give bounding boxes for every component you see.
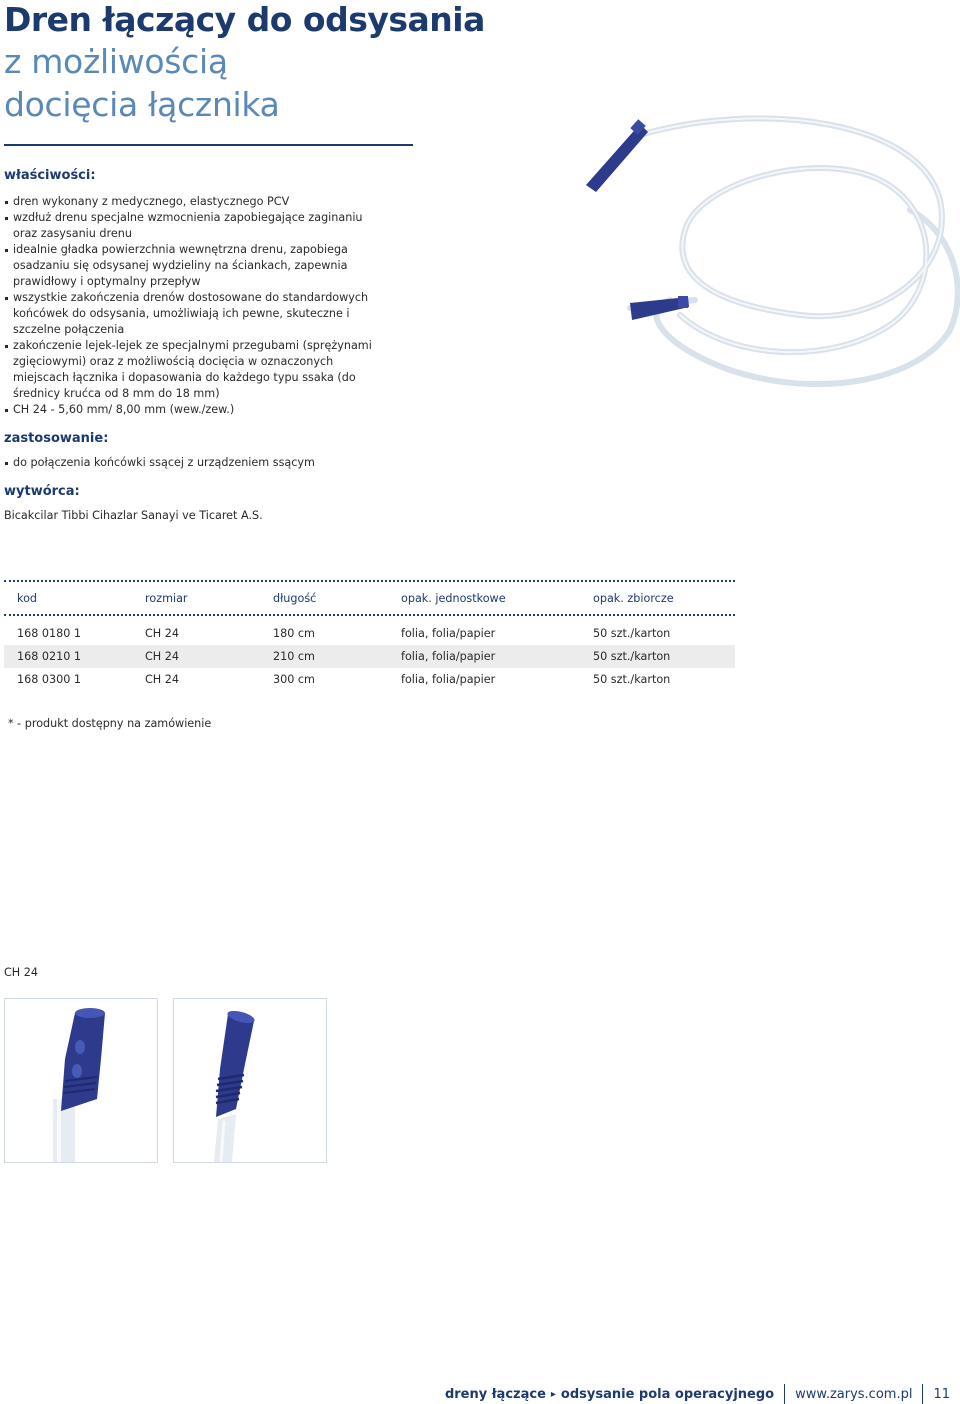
cell-bulk-pack: 50 szt./karton [593, 673, 671, 686]
list-item: CH 24 - 5,60 mm/ 8,00 mm (wew./zew.) [4, 402, 376, 418]
cell-code: 168 0210 1 [17, 650, 82, 663]
application-list [4, 455, 444, 471]
title-underline [4, 144, 413, 146]
page-subtitle-line-1: z możliwością [4, 42, 228, 81]
manufacturer-heading: wytwórca: [4, 484, 80, 499]
cell-bulk-pack: 50 szt./karton [593, 650, 671, 663]
footer-subcategory: odsysanie pola operacyjnego [560, 1386, 775, 1402]
cell-code: 168 0300 1 [17, 673, 82, 686]
product-photo-tube [500, 110, 960, 430]
manufacturer-name: Bicakcilar Tibbi Cihazlar Sanayi ve Ticaret A.S. [4, 509, 263, 522]
footnote: * - produkt dostępny na zamówienie [8, 717, 212, 730]
page-title: Dren łączący do odsysania [4, 0, 485, 39]
footer-category: dreny łączące [444, 1386, 546, 1402]
cell-length: 300 cm [273, 673, 315, 686]
column-header-unit-pack: opak. jednostkowe [401, 591, 506, 605]
list-item: dren wykonany z medycznego, elastycznego PCV [4, 194, 376, 210]
column-header-code: kod [17, 591, 38, 605]
cell-size: CH 24 [145, 673, 180, 686]
column-header-bulk-pack: opak. zbiorcze [593, 591, 674, 605]
footer-url[interactable]: www.zarys.com.pl [795, 1386, 913, 1402]
page-subtitle-line-2: docięcia łącznika [4, 85, 280, 124]
cell-bulk-pack: 50 szt./karton [593, 627, 671, 640]
detail-photo-straight [4, 998, 158, 1163]
table-row [4, 668, 735, 691]
column-header-size: rozmiar [145, 591, 188, 605]
list-item: wzdłuż drenu specjalne wzmocnienia zapobiegające zaginaniu oraz zasysaniu drenu [4, 210, 376, 242]
cell-code: 168 0180 1 [17, 627, 82, 640]
cell-length: 180 cm [273, 627, 315, 640]
detail-label: CH 24 [4, 966, 39, 979]
page-number: 11 [933, 1386, 950, 1402]
top-connector-icon [586, 119, 648, 192]
list-item: zakończenie lejek-lejek ze specjalnymi przegubami (sprężynami zgięciowymi) oraz z możliwością docięcia w oznaczonych miejscach łącznika i dopasowania do każdego typu ssaka (do średnicy krućca od 8 mm do 18 mm) [4, 338, 376, 402]
list-item: do połączenia końcówki ssącej z urządzeniem ssącym [4, 455, 444, 471]
list-item: idealnie gładka powierzchnia wewnętrzna drenu, zapobiega osadzaniu się odsysanej wydzieliny na ściankach, zapewnia prawidłowy i optymalny przepływ [4, 242, 376, 290]
properties-list [4, 194, 376, 418]
footer-divider [784, 1384, 785, 1404]
table-row [4, 622, 735, 645]
table-row [4, 645, 735, 668]
page-footer [445, 1384, 950, 1404]
list-item: wszystkie zakończenia drenów dostosowane do standardowych końcówek do odsysania, umożliwiają ich pewne, skuteczne i szczelne połączenia [4, 290, 376, 338]
detail-photo-bent [173, 998, 327, 1163]
cell-length: 210 cm [273, 650, 315, 663]
footer-divider [922, 1384, 923, 1404]
cell-unit-pack: folia, folia/papier [401, 650, 496, 663]
properties-heading: właściwości: [4, 168, 96, 183]
chevron-right-icon: ▸ [550, 1388, 556, 1400]
product-table [4, 580, 735, 691]
table-header-row [4, 582, 735, 614]
cell-size: CH 24 [145, 650, 180, 663]
cell-unit-pack: folia, folia/papier [401, 673, 496, 686]
cell-size: CH 24 [145, 627, 180, 640]
column-header-length: długość [273, 591, 317, 605]
application-heading: zastosowanie: [4, 431, 109, 446]
cell-unit-pack: folia, folia/papier [401, 627, 496, 640]
